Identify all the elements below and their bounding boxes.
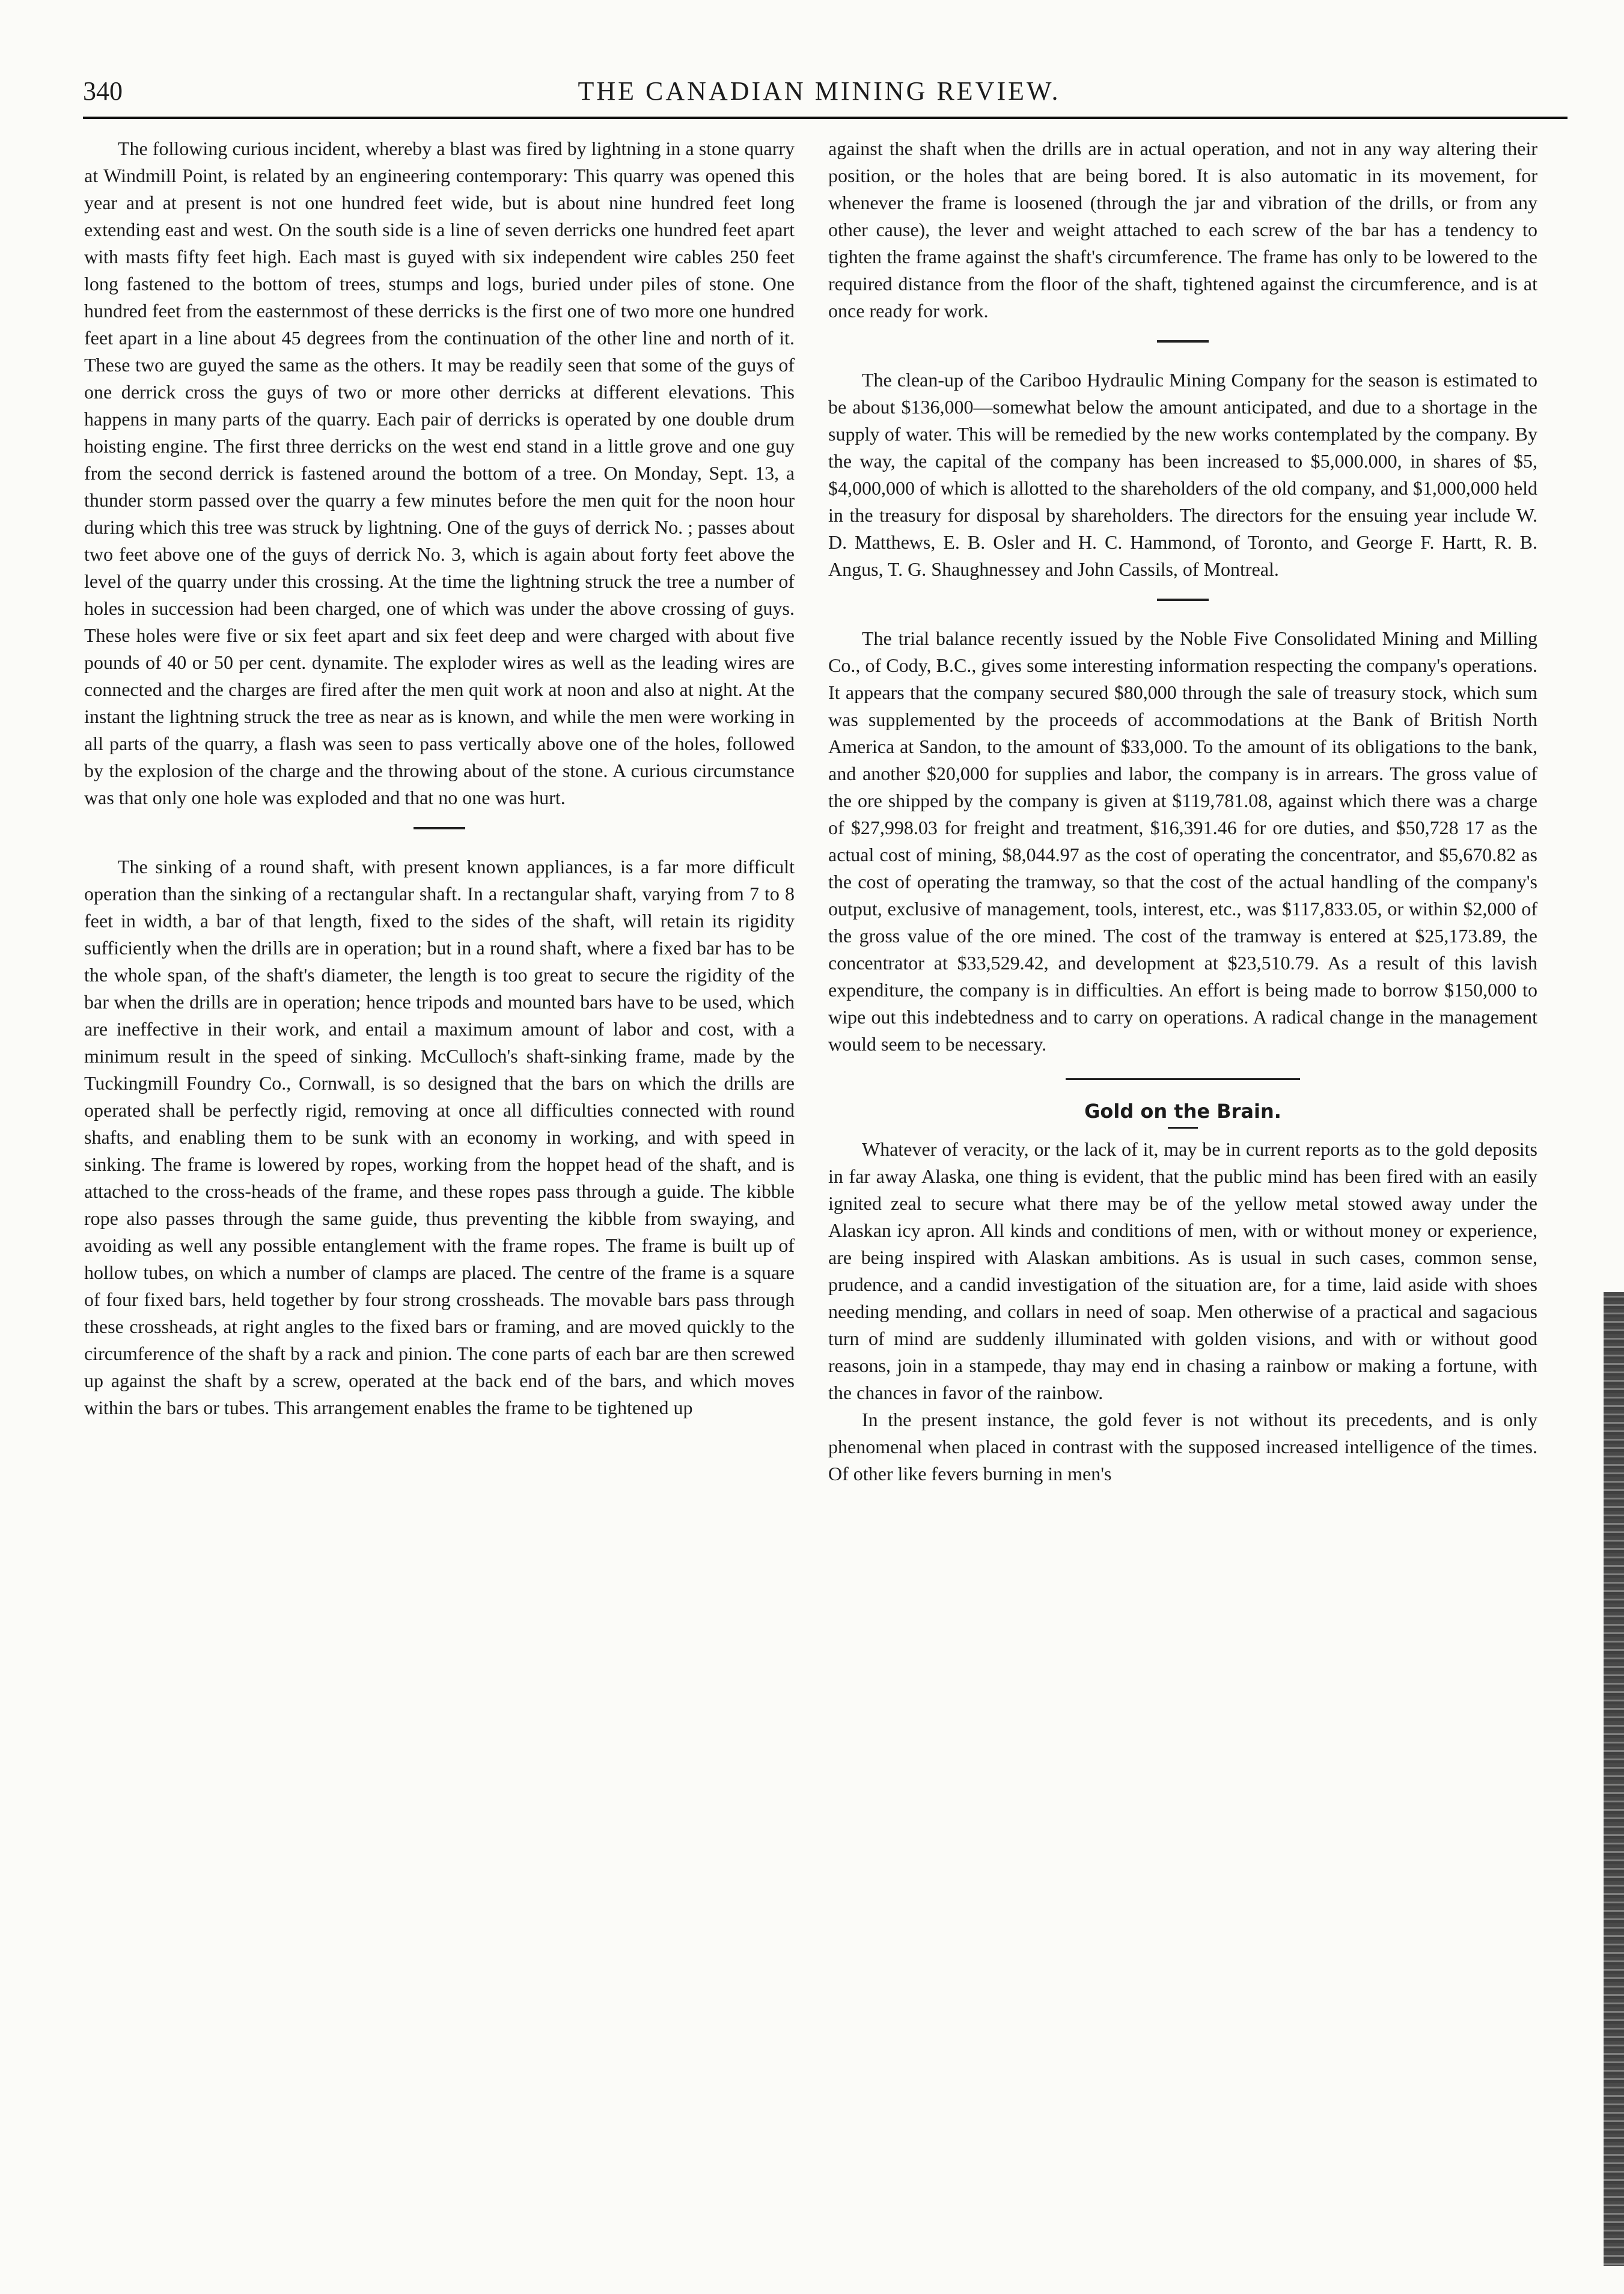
article-noble-five: The trial balance recently issued by the Noble Five Consolidated Mining and Milling Co., of Cody, B.C., gives some interesting information respecting the company's operations. It appears that the company secured $80,000 through the sale of treasury stock, which sum was supplemented by the proceeds of accommodations at the Bank of British North America at Sandon, to the amount of $33,000. To the amount of its obligations to the bank, and another $20,000 for supplies and labor, the company is in arrears. The gross value of the ore shipped by the company is given at $119,781.08, against which there was a charge of $27,998.03 for freight and treatment, $16,391.46 for ore duties, and $50,728 17 as the actual cost of mining, $8,044.97 as the cost of operating the concentrator, and $5,670.82 as the cost of operating the tramway, so that the cost of the actual handling of the company's output, exclusive of management, tools, interest, etc., was $117,833.05, or within $2,000 of the gross value of the ore mined. The cost of the tramway is entered at $25,173.89, the concentrator at $33,529.42, and development at $23,510.79. As a result of this lavish expenditure, the company is in difficulties. An effort is being made to borrow $150,000 to wipe out this indebtedness and to carry on operations. A radical change in the management would seem to be necessary. [828,627,1537,1055]
page-number: 340 [83,76,123,106]
left-column [84,135,795,1421]
article-round-shaft: The sinking of a round shaft, with present known appliances, is a far more difficult operation than the sinking of a rectangular shaft. In a rectangular shaft, varying from 7 to 8 feet in width, a bar of that length, fixed to the sides of the shaft, will retain its rigidity sufficiently when the drills are in operation; but in a round shaft, where a fixed bar has to be the whole span, of the shaft's diameter, the length is too great to secure the rigidity of the bar when the drills are in operation; hence tripods and mounted bars have to be used, which are ineffective in their work, and entail a maximum amount of labor and cost, with a minimum result in the speed of sinking. McCulloch's shaft-sinking frame, made by the Tuckingmill Foundry Co., Cornwall, is so designed that the bars on which the drills are operated shall be perfectly rigid, removing at once all difficulties connected with round shafts, and enabling them to be sunk with an economy in working, and with speed in sinking. The frame is lowered by ropes, working from the hoppet head of the shaft, and is attached to the cross-heads of the frame, and these ropes pass through a guide. The kibble rope also passes through the same guide, thus preventing the kibble from swaying, and avoiding as well any possible entanglement with the frame ropes. The frame is built up of hollow tubes, on which a number of clamps are placed. The centre of the frame is a square of four fixed bars, held together by four strong crossheads. The movable bars pass through these crossheads, at right angles to the fixed bars or framing, and are moved quickly to the circumference of the shaft by a rack and pinion. The cone parts of each bar are then screwed up against the shaft by a screw, operated at the back end of the bars, and which moves within the bars or tubes. This arrangement enables the frame to be tightened up [84,856,795,1418]
right-column [828,135,1537,1487]
running-title: THE CANADIAN MINING REVIEW. [578,76,1061,106]
section-divider [1066,1078,1300,1080]
scan-edge-artifact [1604,1292,1624,2266]
gold-on-brain-paragraph: In the present instance, the gold fever is not without its precedents, and is only phenomenal when placed in contrast with the supposed increased intelligence of the times. Of other like fevers burning in men's [828,1409,1537,1484]
article-round-shaft-continued: against the shaft when the drills are in actual operation, and not in any way altering their position, or the holes that are being bored. It is also automatic in its movement, for whenever the frame is loosened (through the jar and vibration of the drills, or from any other cause), the lever and weight attached to each screw of the bar has a tendency to tighten the frame against the shaft's circumference. The frame has only to be lowered to the required distance from the floor of the shaft, tightened against the circumference, and is at once ready for work. [828,138,1537,322]
article-divider [1157,599,1209,601]
page-header [83,71,1555,113]
section-heading: Gold on the Brain. [1084,1100,1281,1123]
article-divider [1157,340,1209,343]
article-divider [414,827,465,829]
header-rule [83,117,1568,119]
article-cariboo-hydraulic: The clean-up of the Cariboo Hydraulic Mining Company for the season is estimated to be about $136,000—somewhat below the amount anticipated, and due to a shortage in the supply of water. This will be remedied by the new works contemplated by the company. By the way, the capital of the company has been increased to $5,000.000, in shares of $5, $4,000,000 of which is allotted to the shareholders of the old company, and $1,000,000 held in the treasury for disposal by shareholders. The directors for the ensuing year include W. D. Matthews, E. B. Osler and H. C. Hammond, of Toronto, and George F. Hartt, R. B. Angus, T. G. Shaughnessey and John Cassils, of Montreal. [828,369,1537,580]
heading-underline [1168,1127,1198,1129]
gold-on-brain-paragraph: Whatever of veracity, or the lack of it, may be in current reports as to the gold deposits in far away Alaska, one thing is evident, that the public mind has been fired with an easily ignited zeal to secure what there may be of the yellow metal stowed away under the Alaskan icy apron. All kinds and conditions of men, with or without money or experience, are being inspired with Alaskan ambitions. As is usual in such cases, common sense, prudence, and a candid investigation of the situation are, for a time, laid aside with shoes needing mending, and collars in need of soap. Men otherwise of a practical and sagacious turn of mind are suddenly illuminated with golden visions, and with or without good reasons, join in a stampede, thay may end in chasing a rainbow or making a fortune, with the chances in favor of the rainbow. [828,1138,1537,1403]
article-lightning-blast: The following curious incident, whereby a blast was fired by lightning in a stone quarry at Windmill Point, is related by an engineering contemporary: This quarry was opened this year and at present is not one hundred feet wide, but is about nine hundred feet long extending east and west. On the south side is a line of seven derricks one hundred feet apart with masts fifty feet high. Each mast is guyed with six independent wire cables 250 feet long fastened to the bottom of trees, stumps and logs, buried under piles of stone. One hundred feet from the easternmost of these derricks is the first one of two more one hundred feet apart in a line about 45 degrees from the continuation of the other line and north of it. These two are guyed the same as the others. It may be readily seen that some of the guys of one derrick cross the guys of two or more other derricks at different elevations. This happens in many parts of the quarry. Each pair of derricks is operated by one double drum hoisting engine. The first three derricks on the west end stand in a little grove and one guy from the second derrick is fastened around the bottom of a tree. On Monday, Sept. 13, a thunder storm passed over the quarry a few minutes before the men quit for the noon hour during which this tree was struck by lightning. One of the guys of derrick No. ; passes about two feet above one of the guys of derrick No. 3, which is again about forty feet above the level of the quarry under this crossing. At the time the lightning struck the tree a number of holes in succession had been charged, one of which was under the above crossing of guys. These holes were five or six feet apart and six feet deep and were charged with about five pounds of 40 or 50 per cent. dynamite. The exploder wires as well as the leading wires are connected and the charges are fired after the men quit work at noon and also at night. At the instant the lightning struck the tree as near as is known, and while the men were working in all parts of the quarry, a flash was seen to pass vertically above one of the holes, followed by the explosion of the charge and the throwing about of the stone. A curious circumstance was that only one hole was exploded and that no one was hurt. [84,138,795,808]
